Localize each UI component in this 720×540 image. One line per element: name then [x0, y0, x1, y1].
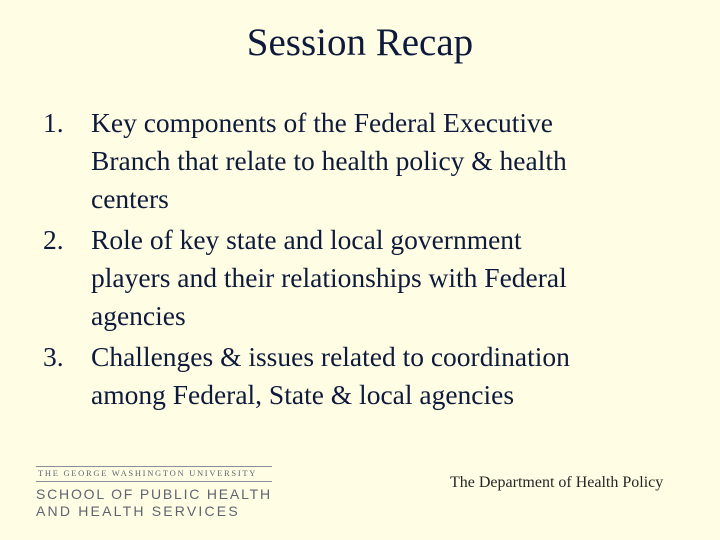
item-number: 3. — [43, 341, 64, 372]
logo-university-name: THE GEORGE WASHINGTON UNIVERSITY — [38, 468, 258, 478]
department-name: The Department of Health Policy — [450, 474, 664, 491]
slide-title: Session Recap — [246, 21, 474, 64]
recap-list — [40, 104, 680, 417]
item-line: Key components of the Federal Executive — [91, 107, 553, 138]
item-line: agencies — [91, 300, 186, 331]
item-line: players and their relationships with Federal — [91, 262, 567, 293]
recap-item-1 — [40, 104, 680, 218]
item-line: centers — [91, 183, 169, 214]
item-line: Role of key state and local government — [91, 224, 522, 255]
logo-school-name-line2: AND HEALTH SERVICES — [36, 503, 240, 519]
item-number: 1. — [43, 107, 64, 138]
item-line: among Federal, State & local agencies — [91, 379, 515, 410]
item-number: 2. — [43, 224, 64, 255]
item-line: Branch that relate to health policy & health — [91, 145, 567, 176]
gwu-sphhs-logo — [36, 466, 272, 520]
logo-bottom-rule — [36, 481, 272, 482]
logo-school-name: SCHOOL OF PUBLIC HEALTH — [36, 486, 272, 502]
recap-item-2 — [40, 221, 680, 335]
item-line: Challenges & issues related to coordination — [91, 341, 570, 372]
recap-item-3 — [40, 338, 680, 414]
